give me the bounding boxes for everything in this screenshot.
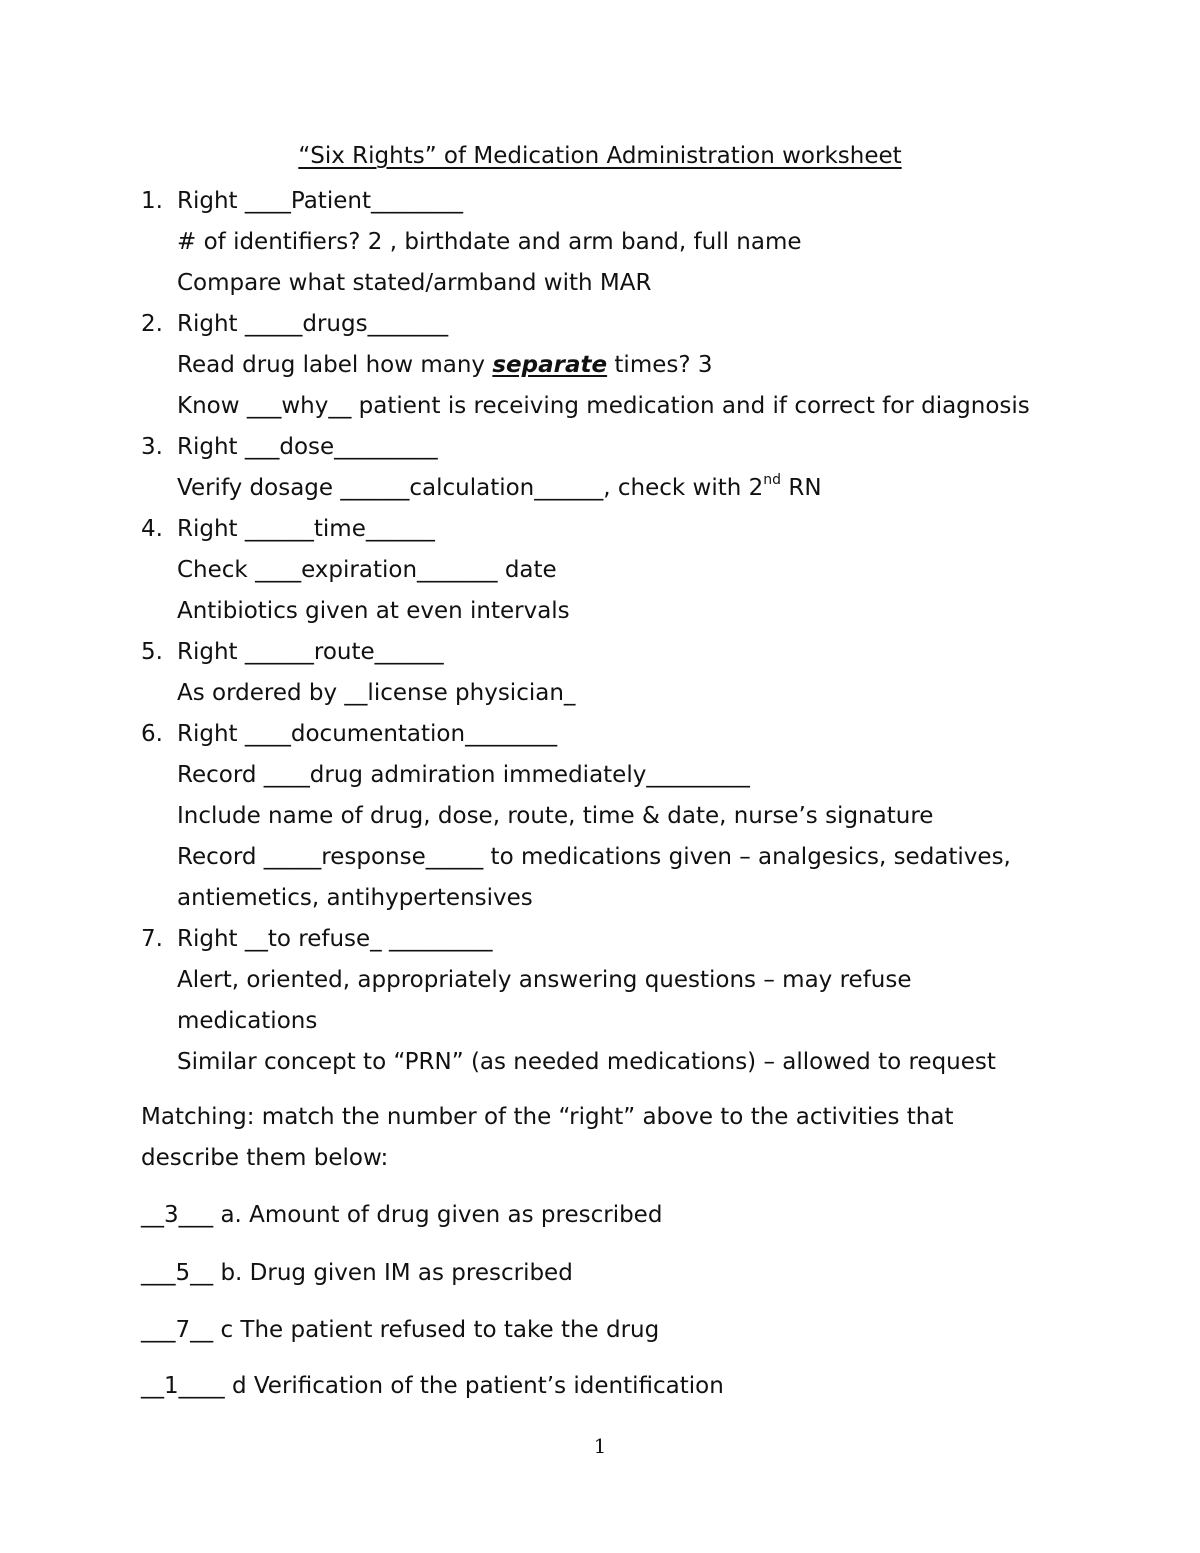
item-heading: Right __to refuse_ _________ (177, 926, 493, 952)
text-segment: Verify dosage ______calculation______, check with 2 (177, 475, 764, 501)
item-number: 5. (141, 639, 163, 665)
item-detail (177, 351, 713, 379)
item-heading: Right ______route______ (177, 639, 444, 665)
item-detail: Alert, oriented, appropriately answering questions – may refuse (177, 967, 912, 993)
item-number: 1. (141, 188, 163, 214)
matching-instructions: describe them below: (141, 1145, 389, 1171)
superscript: nd (763, 472, 782, 489)
item-detail: Include name of drug, dose, route, time & date, nurse’s signature (177, 803, 934, 829)
item-detail: Record _____response_____ to medications given – analgesics, sedatives, (177, 844, 1011, 870)
item-detail: antiemetics, antihypertensives (177, 885, 533, 911)
text-segment: Read drug label how many (177, 352, 493, 378)
item-detail (177, 474, 822, 502)
matching-answer: ___5__ b. Drug given IM as prescribed (141, 1260, 573, 1286)
item-detail: Similar concept to “PRN” (as needed medications) – allowed to request (177, 1049, 996, 1075)
item-detail: medications (177, 1008, 318, 1034)
item-heading: Right ___dose_________ (177, 434, 438, 460)
item-heading: Right _____drugs_______ (177, 311, 449, 337)
item-heading: Right ____Patient________ (177, 188, 463, 214)
item-detail: Know ___why__ patient is receiving medication and if correct for diagnosis (177, 393, 1030, 419)
item-detail: Check ____expiration_______ date (177, 557, 557, 583)
item-heading: Right ____documentation________ (177, 721, 558, 747)
item-number: 4. (141, 516, 163, 542)
item-number: 6. (141, 721, 163, 747)
item-number: 3. (141, 434, 163, 460)
item-detail: # of identifiers? 2 , birthdate and arm band, full name (177, 229, 802, 255)
matching-answer: __1____ d Verification of the patient’s identification (141, 1373, 724, 1399)
text-segment: RN (781, 475, 822, 501)
item-number: 7. (141, 926, 163, 952)
page-number: 1 (593, 1434, 607, 1458)
item-detail: Compare what stated/armband with MAR (177, 270, 652, 296)
matching-instructions: Matching: match the number of the “right” above to the activities that (141, 1104, 954, 1130)
emphasized-word: separate (492, 352, 608, 378)
item-number: 2. (141, 311, 163, 337)
item-detail: Antibiotics given at even intervals (177, 598, 570, 624)
item-detail: Record ____drug admiration immediately_________ (177, 762, 750, 788)
matching-answer: __3___ a. Amount of drug given as prescribed (141, 1202, 663, 1228)
matching-answer: ___7__ c The patient refused to take the drug (141, 1317, 660, 1343)
item-detail: As ordered by __license physician_ (177, 680, 576, 706)
item-heading: Right ______time______ (177, 516, 435, 542)
text-segment: times? 3 (607, 352, 713, 378)
page-title: “Six Rights” of Medication Administration worksheet (298, 143, 902, 169)
